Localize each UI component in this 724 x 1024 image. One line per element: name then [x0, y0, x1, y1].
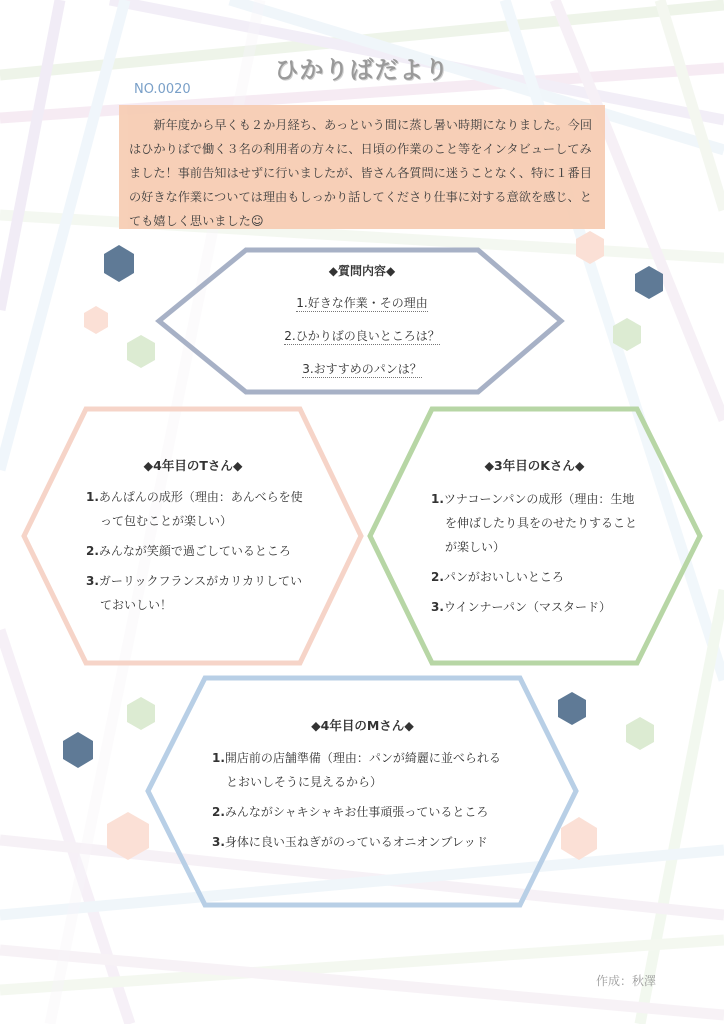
author-credit: 作成：秋澤 [596, 974, 657, 988]
intro-box [119, 105, 605, 229]
answer-item: 1.ツナコーンパンの成形（理由：生地を伸ばしたり具をのせたりすることが楽しい） [431, 492, 638, 554]
m-heading: ◆4年目のMさん◆ [311, 718, 414, 733]
question-item: 1.好きな作業・その理由 [296, 296, 428, 310]
t-heading: ◆4年目のTさん◆ [143, 458, 243, 473]
k-answers [431, 487, 643, 625]
answer-item: 1.あんぱんの成形（理由：あんべらを使って包むことが楽しい） [86, 490, 303, 528]
issue-number: NO.0020 [134, 82, 191, 97]
t-answers [86, 485, 308, 623]
answer-item: 1.開店前の店舗準備（理由：パンが綺麗に並べられるとおいしそうに見えるから） [212, 751, 501, 789]
answer-item: 3.身体に良い玉ねぎがのっているオニオンブレッド [212, 835, 488, 849]
question-item: 2.ひかりばの良いところは？ [284, 329, 440, 343]
m-answers [212, 746, 512, 860]
question-item: 3.おすすめのパンは？ [302, 362, 422, 376]
answer-item: 2.パンがおいしいところ [431, 570, 564, 584]
questions-heading: ◆質問内容◆ [328, 264, 396, 278]
intro-text: 新年度から早くも２か月経ち、あっという間に蒸し暑い時期になりました。今回はひかりばで働く３名の利用者の方々に、日頃の作業のこと等をインタビューしてみました！事前告知はせずに行いましたが、皆さん各質問に迷うことなく、特に１番目の好きな作業については理由もしっかり話してくださり仕事に対する意欲を感じ、とても嬉しく思いました☺ [129, 118, 593, 228]
answer-item: 2.みんなが笑顔で過ごしているところ [86, 544, 291, 558]
answer-item: 2.みんながシャキシャキお仕事頑張っているところ [212, 805, 489, 819]
answer-item: 3.ウインナーパン（マスタード） [431, 600, 611, 614]
answer-item: 3.ガーリックフランスがカリカリしていておいしい！ [86, 574, 302, 612]
k-heading: ◆3年目のKさん◆ [484, 458, 585, 473]
newsletter-title: ひかりばだより [274, 56, 450, 84]
